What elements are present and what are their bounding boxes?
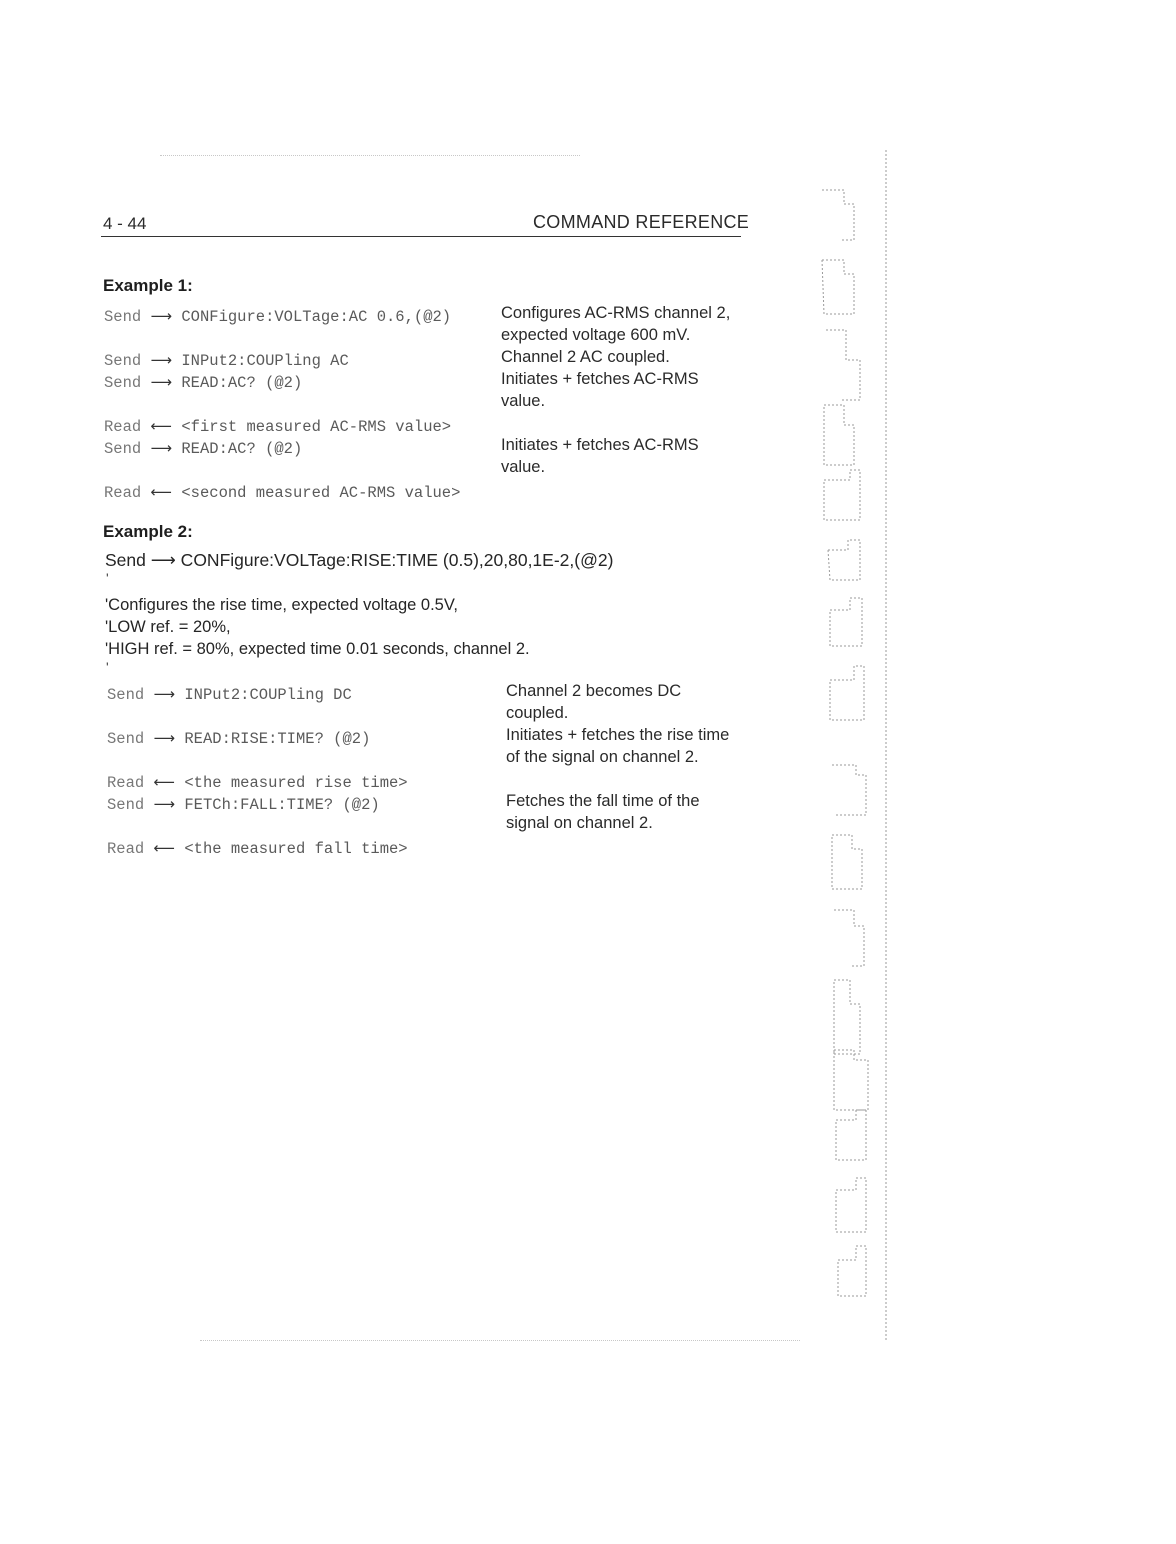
response-placeholder: <the measured rise time> <box>184 774 408 792</box>
index-tabs-margin <box>812 150 892 1350</box>
direction-label: Read <box>107 840 145 858</box>
scpi-command: CONFigure:VOLTage:AC 0.6,(@2) <box>181 308 452 326</box>
scpi-command: READ:AC? (@2) <box>181 374 303 392</box>
desc-line: coupled. <box>506 704 569 722</box>
scpi-command: READ:RISE:TIME? (@2) <box>184 730 371 748</box>
desc-line: Initiates + fetches the rise time <box>506 726 730 744</box>
example-2-line-3 <box>107 771 408 794</box>
scan-dust-line <box>160 155 580 156</box>
comment-line-1: 'Configures the rise time, expected voltage 0.5V, <box>105 596 458 614</box>
desc-line: Fetches the fall time of the <box>506 792 700 810</box>
blank-comment-mark: ' <box>106 659 109 675</box>
direction-label: Send <box>104 352 142 370</box>
section-title: COMMAND REFERENCE <box>533 212 750 232</box>
example-1-line-1 <box>104 305 451 328</box>
send-arrow-icon: ⟶ <box>150 351 173 369</box>
example-1-desc-5 <box>501 434 699 478</box>
example-2-command-line: Send ⟶ CONFigure:VOLTage:RISE:TIME (0.5),20,80,1E-2,(@2) <box>105 550 614 570</box>
desc-line: value. <box>501 392 546 410</box>
direction-label: Send <box>107 686 145 704</box>
direction-label: Read <box>107 774 145 792</box>
send-arrow-icon: ⟶ <box>150 439 173 457</box>
desc-line: Configures AC-RMS channel 2, <box>501 304 731 322</box>
response-placeholder: <first measured AC-RMS value> <box>181 418 452 436</box>
desc-line: Channel 2 AC coupled. <box>501 348 670 366</box>
scpi-command: INPut2:COUPling DC <box>184 686 352 704</box>
direction-label: Read <box>104 418 142 436</box>
scan-dust-line <box>200 1340 800 1341</box>
desc-line: Channel 2 becomes DC <box>506 682 682 700</box>
direction-label: Send <box>107 796 145 814</box>
desc-line: Initiates + fetches AC-RMS <box>501 370 699 388</box>
read-arrow-icon: ⟵ <box>150 417 173 435</box>
scpi-command: INPut2:COUPling AC <box>181 352 349 370</box>
header-rule <box>101 236 741 237</box>
desc-line: value. <box>501 458 546 476</box>
page-number: 4 - 44 <box>103 214 147 233</box>
desc-line: of the signal on channel 2. <box>506 748 699 766</box>
example-2-desc-1 <box>506 680 681 724</box>
blank-comment-mark: ' <box>106 570 109 586</box>
direction-label: Read <box>104 484 142 502</box>
example-2-line-4 <box>107 793 380 816</box>
example-2-line-1 <box>107 683 352 706</box>
read-arrow-icon: ⟵ <box>150 483 173 501</box>
example-1-line-2 <box>104 349 349 372</box>
example-2-line-5 <box>107 837 408 860</box>
desc-line: signal on channel 2. <box>506 814 653 832</box>
example-1-line-3 <box>104 371 302 394</box>
example-1-heading: Example 1: <box>103 276 193 295</box>
example-2-heading: Example 2: <box>103 522 193 541</box>
send-arrow-icon: ⟶ <box>153 685 176 703</box>
scpi-command: READ:AC? (@2) <box>181 440 303 458</box>
direction-label: Send <box>104 308 142 326</box>
example-1-line-5 <box>104 437 302 460</box>
send-arrow-icon: ⟶ <box>150 373 173 391</box>
desc-line: Initiates + fetches AC-RMS <box>501 436 699 454</box>
direction-label: Send <box>104 440 142 458</box>
send-arrow-icon: ⟶ <box>153 729 176 747</box>
direction-label: Send <box>107 730 145 748</box>
example-1-line-4 <box>104 415 451 438</box>
read-arrow-icon: ⟵ <box>153 839 176 857</box>
read-arrow-icon: ⟵ <box>153 773 176 791</box>
example-2-desc-4 <box>506 790 700 834</box>
example-1-desc-2 <box>501 346 670 368</box>
desc-line: expected voltage 600 mV. <box>501 326 691 344</box>
example-1-line-6 <box>104 481 460 504</box>
example-1-desc-3 <box>501 368 699 412</box>
scpi-command: FETCh:FALL:TIME? (@2) <box>184 796 380 814</box>
comment-line-2: 'LOW ref. = 20%, <box>105 618 231 636</box>
comment-line-3: 'HIGH ref. = 80%, expected time 0.01 seconds, channel 2. <box>105 640 530 658</box>
direction-label: Send <box>104 374 142 392</box>
example-1-desc-1 <box>501 302 730 346</box>
response-placeholder: <the measured fall time> <box>184 840 408 858</box>
send-arrow-icon: ⟶ <box>150 307 173 325</box>
send-arrow-icon: ⟶ <box>153 795 176 813</box>
response-placeholder: <second measured AC-RMS value> <box>181 484 461 502</box>
example-2-desc-2 <box>506 724 729 768</box>
example-2-line-2 <box>107 727 370 750</box>
